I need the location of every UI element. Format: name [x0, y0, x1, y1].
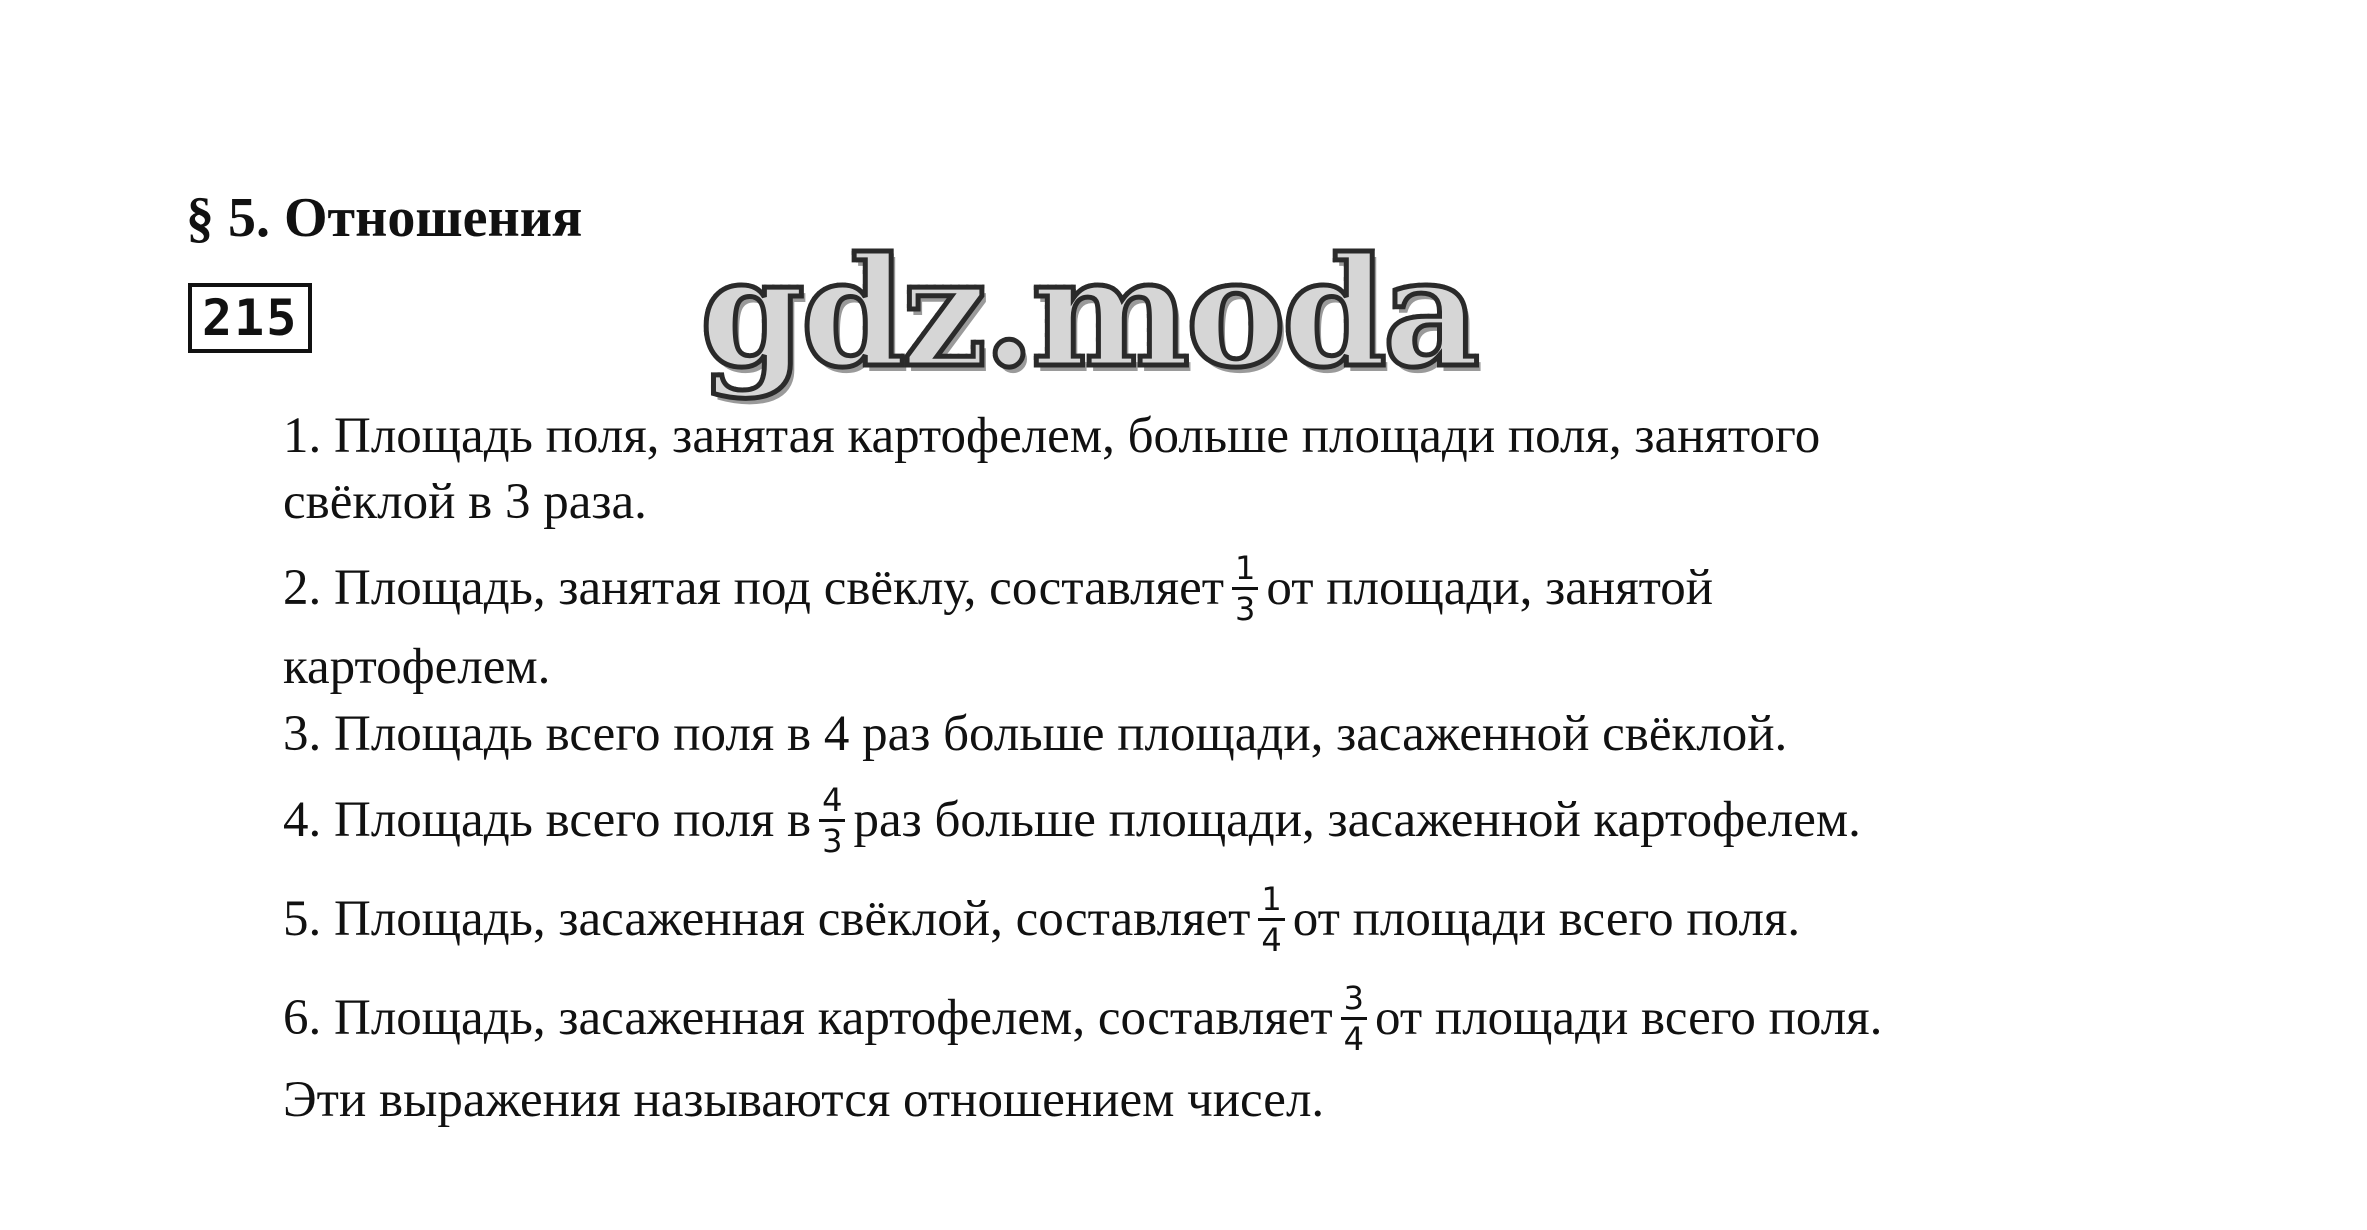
item-6-line	[283, 979, 1883, 1062]
item-4-fraction	[819, 781, 845, 860]
item-5-text-before: 5. Площадь, засаженная свёклой, составляет	[283, 891, 1251, 948]
item-2-line-2: картофелем.	[283, 639, 551, 695]
item-6-text-after: от площади всего поля.	[1375, 990, 1883, 1047]
item-2-fraction-numerator: 1	[1232, 549, 1258, 590]
item-3-line: 3. Площадь всего поля в 4 раз больше площади, засаженной свёклой.	[283, 706, 1788, 762]
item-5-text-after: от площади всего поля.	[1292, 891, 1801, 948]
item-2-line-1	[283, 549, 1714, 632]
section-title: § 5. Отношения	[186, 187, 583, 249]
item-6-fraction	[1341, 979, 1367, 1058]
watermark-logo: gdz.moda	[700, 225, 1477, 401]
item-5-fraction-numerator: 1	[1258, 880, 1284, 921]
item-2-fraction	[1232, 549, 1258, 628]
item-4-text-before: 4. Площадь всего поля в	[283, 792, 812, 849]
item-6-fraction-denominator: 4	[1343, 1020, 1365, 1058]
item-6-text-before: 6. Площадь, засаженная картофелем, составляет	[283, 990, 1333, 1047]
item-4-line	[283, 781, 1861, 864]
item-5-fraction	[1258, 880, 1284, 959]
item-4-fraction-denominator: 3	[822, 822, 843, 860]
item-5-fraction-denominator: 4	[1261, 921, 1282, 959]
item-2-text-before: 2. Площадь, занятая под свёклу, составляет	[283, 560, 1225, 617]
item-4-fraction-numerator: 4	[819, 781, 845, 822]
item-5-line	[283, 880, 1801, 963]
item-2-text-after: от площади, занятой	[1266, 560, 1714, 617]
item-4-text-after: раз больше площади, засаженной картофелем.	[853, 792, 1861, 849]
item-1-line-1: 1. Площадь поля, занятая картофелем, больше площади поля, занятого	[283, 408, 1821, 464]
task-number-box: 215	[188, 283, 312, 353]
item-2-fraction-denominator: 3	[1235, 590, 1256, 628]
item-6-fraction-numerator: 3	[1341, 979, 1367, 1020]
conclusion-text: Эти выражения называются отношением чисел.	[283, 1072, 1325, 1128]
item-1-line-2: свёклой в 3 раза.	[283, 474, 647, 530]
